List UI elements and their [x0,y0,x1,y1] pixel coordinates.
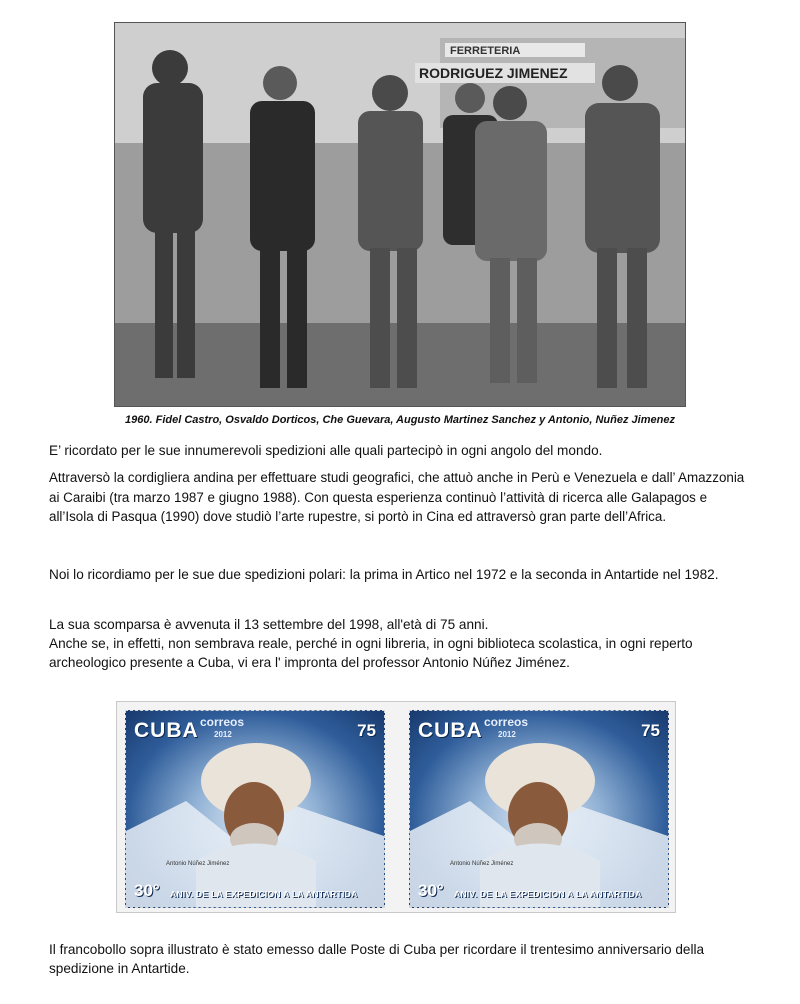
photo-illustration [115,23,686,407]
stamp-value: 75 [641,721,660,740]
stamp-year: 2012 [214,730,232,739]
paragraph-andes [49,468,754,527]
stamp-year: 2012 [498,730,516,739]
stamp-left [125,710,385,908]
shop-sign-line2: RODRIGUEZ JIMENEZ [419,65,568,81]
stamp-correos: correos [484,715,529,729]
paragraph-text: Il francobollo sopra illustrato è stato emesso dalle Poste di Cuba per ricordare il trentesimo anniversario della spedizione in Antartide. [49,942,705,976]
photo-caption: 1960. Fidel Castro, Osvaldo Dorticos, Che Guevara, Augusto Martinez Sanchez y Antonio, Nuñez Jimenez [125,414,675,426]
stamp-right [409,710,669,908]
paragraph-text: Anche se, in effetti, non sembrava reale, perché in ogni libreria, in ogni biblioteca scolastica, in ogni reperto archeologico presente a Cuba, vi era l' impronta del professor Antonio Núñez Jiménez. [49,636,693,670]
paragraph-text: La sua scomparsa è avvenuta il 13 settembre del 1998, all'età di 75 anni. [49,617,489,632]
stamp-portrait-name: Antonio Núñez Jiménez [166,861,230,867]
paragraph-expeditions [49,441,754,460]
paragraph-text: Attraversò la cordigliera andina per effettuare studi geografici, che attuò anche in Perù e Venezuela e dall’ Amazzonia ai Caraibi (tra marzo 1987 e giugno 1988). Con questa esperienza continuò l’attività di ricerca alle Galapagos e all’Isola di Pasqua (1990) dove studiò l’arte rupestre, si portò in Cina ed attraversò gran parte dell’Africa. [49,470,745,524]
stamp-anniversary-number: 30° [134,881,160,900]
stamp-country: CUBA [134,719,199,742]
paragraph-polar [49,564,754,585]
paragraph-text: Noi lo ricordiamo per le sue due spedizioni polari: la prima in Artico nel 1972 e la seconda in Antartide nel 1982. [49,567,719,582]
stamp-anniversary-text: ANIV. DE LA EXPEDICION A LA ANTARTIDA [170,889,358,899]
stamp-anniversary-text: ANIV. DE LA EXPEDICION A LA ANTARTIDA [454,889,642,899]
stamp-correos: correos [200,715,245,729]
paragraph-death [49,615,754,672]
paragraph-text: E’ ricordato per le sue innumerevoli spedizioni alle quali partecipò in ogni angolo del mondo. [49,443,603,458]
stamp-country: CUBA [418,719,483,742]
stamp-value: 75 [357,721,376,740]
stamp-portrait-name: Antonio Núñez Jiménez [450,861,514,867]
historic-photo [114,22,686,407]
shop-sign-line1: FERRETERIA [450,45,521,57]
stamp-anniversary-number: 30° [418,881,444,900]
paragraph-footer [49,940,754,978]
stamp-pair [116,701,676,913]
